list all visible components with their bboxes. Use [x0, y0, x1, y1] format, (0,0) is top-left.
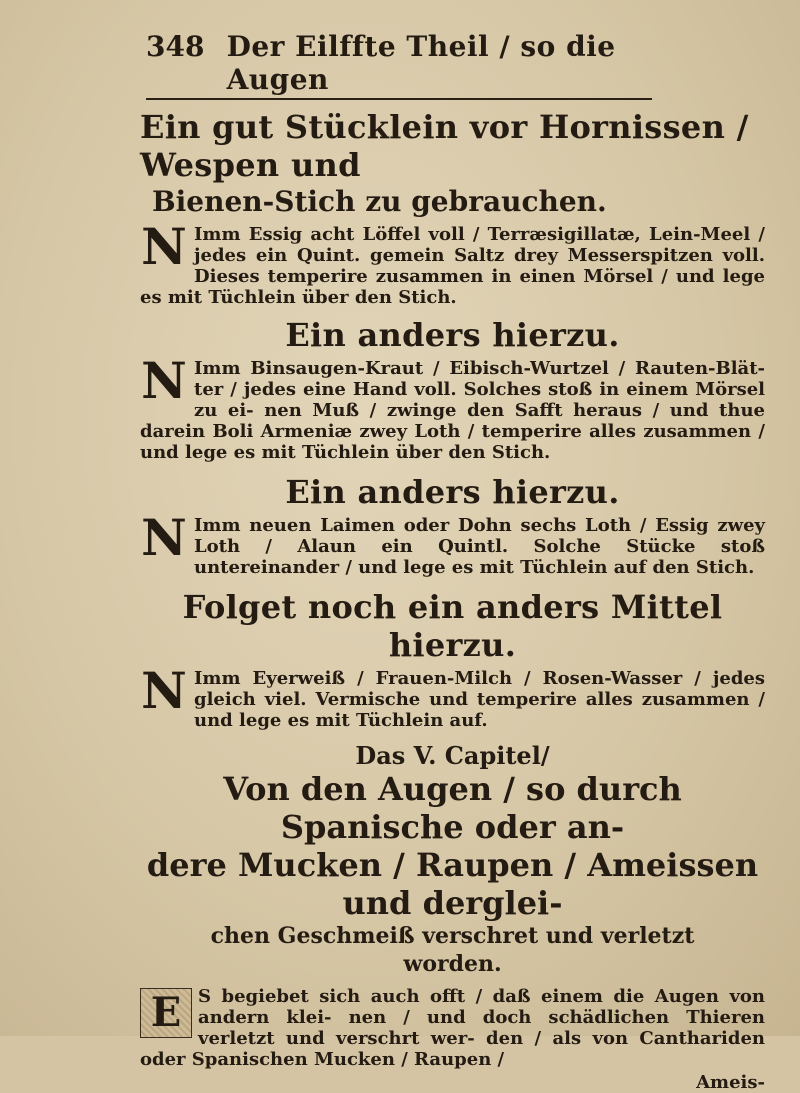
- running-head: [146, 30, 652, 100]
- paragraph-text: Imm Binsaugen-Kraut / Eibisch-Wurtzel / Rauten-Blät- ter / jedes eine Hand voll. Solches stoß in einem Mörsel zu ei- nen Muß / zwinge den Safft heraus / und thue darein Boli Armeniæ zwey Loth / temperire alles zusammen / und lege es mit Tüchlein über den Stich.: [140, 358, 765, 463]
- drop-initial: N: [141, 508, 187, 567]
- chapter-title-line: worden.: [403, 951, 502, 977]
- section-3: [140, 473, 765, 578]
- paragraph-text: S begiebet sich auch offt / daß einem die Augen von andern klei- nen / und doch schädlichen Thieren verletzt und verschrt wer- den / als von Canthariden oder Spanischen Mucken / Raupen /: [140, 986, 765, 1070]
- chapter-5: [140, 741, 765, 1093]
- section-paragraph: [140, 508, 765, 578]
- section-title-continued: Bienen-Stich zu gebrauchen.: [152, 185, 607, 218]
- chapter-title-line: chen Geschmeiß verschret und verletzt: [210, 923, 695, 949]
- chapter-title-line: dere Mucken / Raupen / Ameissen und derglei-: [146, 846, 759, 922]
- chapter-title: [140, 770, 765, 978]
- section-title: Ein gut Stücklein vor Hornissen / Wespen und: [140, 108, 749, 184]
- catchword: Ameis-: [696, 1072, 765, 1093]
- paragraph-text: Imm neuen Laimen oder Dohn sechs Loth / Essig zwey Loth / Alaun ein Quintl. Solche Stücke stoß untereinander / und lege es mit Tüchlein auf den Stich.: [194, 515, 765, 578]
- section-1: [140, 108, 765, 308]
- drop-initial: N: [141, 351, 187, 410]
- drop-initial: N: [141, 661, 187, 720]
- chapter-title-line: Von den Augen / so durch Spanische oder an-: [223, 770, 682, 846]
- section-title: Ein anders hierzu.: [285, 473, 620, 511]
- decorated-initial: E: [140, 988, 192, 1038]
- chapter-paragraph: [140, 986, 765, 1070]
- section-paragraph: [140, 661, 765, 731]
- paragraph-text: Imm Essig acht Löffel voll / Terræsigillatæ, Lein-Meel / jedes ein Quint. gemein Saltz drey Messerspitzen voll. Dieses temperire zusammen in einen Mörsel / und lege es mit Tüchlein über den Stich.: [140, 224, 765, 308]
- drop-initial: N: [141, 217, 187, 276]
- section-title: Ein anders hierzu.: [285, 316, 620, 354]
- paragraph-text: Imm Eyerweiß / Frauen-Milch / Rosen-Wasser / jedes gleich viel. Vermische und temperire alles zusammen / und lege es mit Tüchlein auf.: [194, 668, 765, 731]
- running-head-title: Der Eilffte Theil / so die Augen: [226, 30, 616, 96]
- section-paragraph: [140, 351, 765, 463]
- page-number: 348: [146, 30, 205, 63]
- section-4: [140, 588, 765, 731]
- page-content: [140, 30, 765, 1093]
- chapter-label: Das V. Capitel/: [355, 741, 550, 770]
- section-paragraph: [140, 217, 765, 308]
- section-title: Folget noch ein anders Mittel hierzu.: [182, 588, 723, 664]
- section-2: [140, 316, 765, 463]
